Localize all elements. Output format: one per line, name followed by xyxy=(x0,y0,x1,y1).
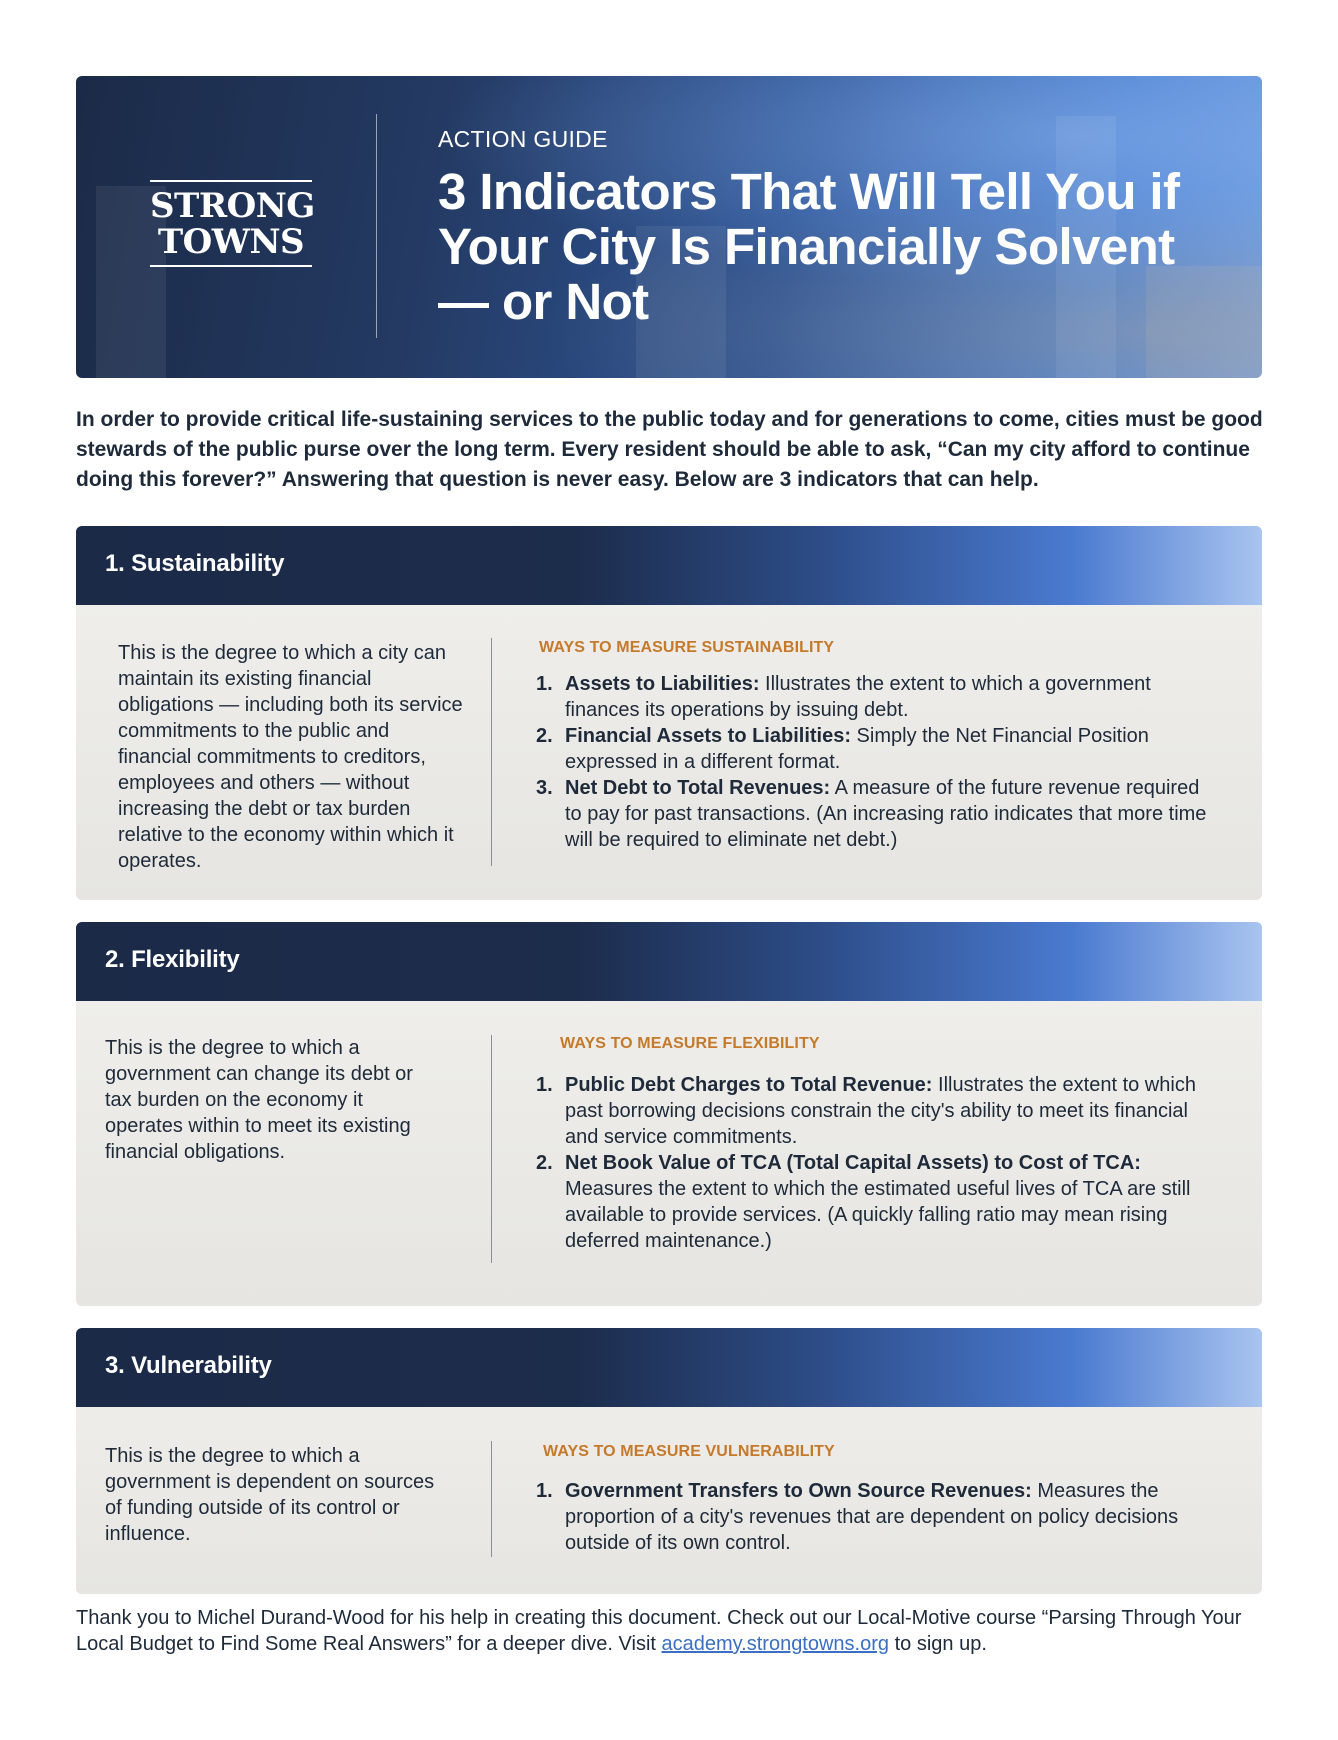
ways-heading: WAYS TO MEASURE FLEXIBILITY xyxy=(560,1035,820,1052)
ways-list xyxy=(536,1478,1216,1556)
list-item: 3. Net Debt to Total Revenues: A measure of the future revenue required to pay for past transactions. (An increasing ratio indicates that more time will be required to eliminate net debt.) xyxy=(536,777,1207,851)
kicker-label: ACTION GUIDE xyxy=(438,126,608,152)
list-item: 1. Assets to Liabilities: Illustrates the extent to which a government finances its operations by issuing debt. xyxy=(536,673,1151,721)
section-title: 3. Vulnerability xyxy=(105,1352,272,1379)
footer-text: Thank you to Michel Durand-Wood for his help in creating this document. Check out our Local-Motive course “Parsing Through Your Local Budget to Find Some Real Answers” for a deeper dive. Visit xyxy=(76,1607,1242,1655)
ways-list xyxy=(536,671,1216,853)
section-description: This is the degree to which a city can maintain its existing financial obligations — including both its service commitments to the public and financial commitments to creditors, employees and others — without increasing the debt or tax burden relative to the economy within which it operates. xyxy=(118,642,463,872)
column-divider xyxy=(491,638,492,866)
column-divider xyxy=(491,1035,492,1263)
ways-heading: WAYS TO MEASURE SUSTAINABILITY xyxy=(539,639,835,656)
section-flexibility xyxy=(76,922,1262,1306)
column-divider xyxy=(491,1441,492,1557)
academy-link[interactable]: academy.strongtowns.org xyxy=(661,1633,890,1655)
page-title: 3 Indicators That Will Tell You if Your City Is Financially Solvent — or Not xyxy=(438,163,1180,330)
section-description: This is the degree to which a government can change its debt or tax burden on the economy it operates within to meet its existing financial obligations. xyxy=(105,1037,413,1163)
list-item: 1. Government Transfers to Own Source Revenues: Measures the proportion of a city's revenues that are dependent on policy decisions outside of its own control. xyxy=(536,1480,1179,1554)
logo-line-1: STRONG xyxy=(150,186,315,226)
strong-towns-logo xyxy=(150,180,315,267)
section-sustainability xyxy=(76,526,1262,900)
section-vulnerability xyxy=(76,1328,1262,1594)
footer-text-end: to sign up. xyxy=(889,1633,987,1655)
section-description: This is the degree to which a government is dependent on sources of funding outside of its control or influence. xyxy=(105,1445,435,1545)
footer-note xyxy=(76,1605,1266,1657)
section-header xyxy=(76,1328,1262,1407)
list-item: 2. Financial Assets to Liabilities: Simply the Net Financial Position expressed in a different format. xyxy=(536,725,1149,773)
section-header xyxy=(76,922,1262,1001)
ways-list xyxy=(536,1072,1216,1254)
hero-banner xyxy=(76,76,1262,378)
list-item: 2. Net Book Value of TCA (Total Capital Assets) to Cost of TCA: Measures the extent to which the estimated useful lives of TCA are still available to provide services. (A quickly falling ratio may mean rising deferred maintenance.) xyxy=(536,1152,1191,1252)
logo-line-2: TOWNS xyxy=(157,222,305,262)
section-title: 2. Flexibility xyxy=(105,946,240,973)
ways-heading: WAYS TO MEASURE VULNERABILITY xyxy=(543,1443,835,1460)
list-item: 1. Public Debt Charges to Total Revenue: Illustrates the extent to which past borrowing decisions constrain the city's ability to meet its financial and service commitments. xyxy=(536,1074,1196,1148)
section-header xyxy=(76,526,1262,605)
section-title: 1. Sustainability xyxy=(105,550,285,577)
intro-paragraph: In order to provide critical life-sustaining services to the public today and for generations to come, cities must be good stewards of the public purse over the long term. Every resident should be able to ask, “Can my city afford to continue doing this forever?” Answering that question is never easy. Below are 3 indicators that can help. xyxy=(76,408,1263,491)
hero-divider xyxy=(376,114,377,338)
